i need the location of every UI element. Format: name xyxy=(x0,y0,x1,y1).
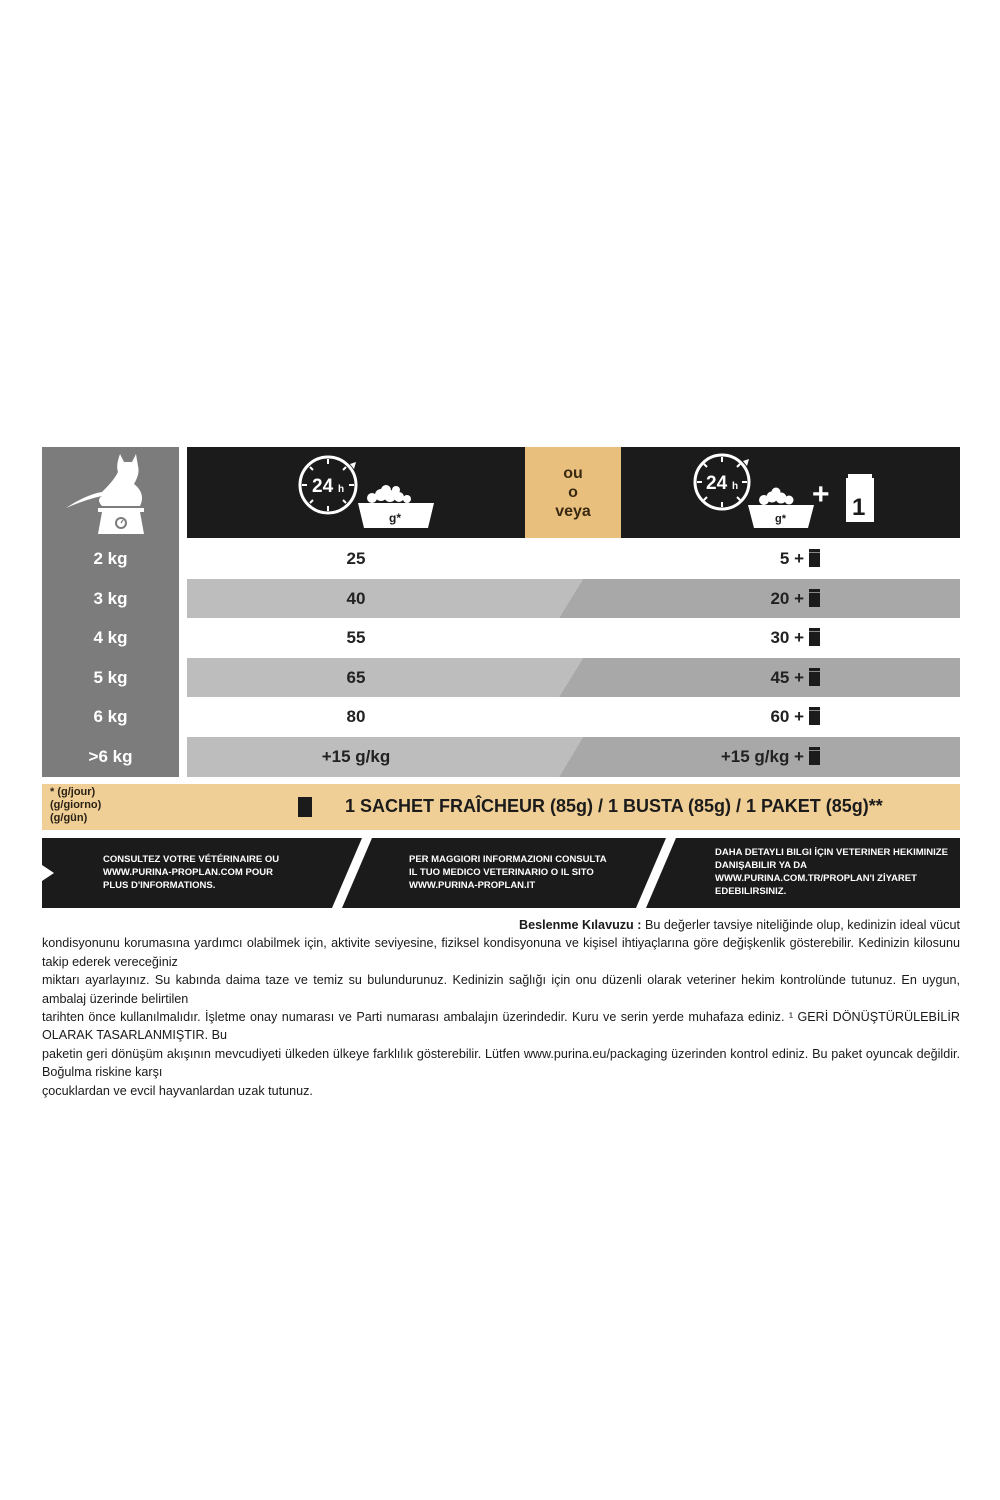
unit-footnote xyxy=(50,786,101,825)
advice-line: PLUS D'INFORMATIONS. xyxy=(103,880,216,891)
pouch-icon xyxy=(809,668,820,686)
mixed-amount: 20 + xyxy=(770,579,820,618)
weight-over-6kg: >6 kg xyxy=(88,747,133,766)
mixed-amount: 5 + xyxy=(780,539,820,578)
svg-text:g*: g* xyxy=(389,511,401,525)
dry-amount: 25 xyxy=(346,549,366,568)
pouch-icon xyxy=(298,797,312,817)
weight-4kg: 4 kg xyxy=(93,628,128,647)
svg-text:1: 1 xyxy=(852,494,866,521)
dry-amount: 55 xyxy=(346,628,366,647)
dry-amount: 40 xyxy=(346,589,366,608)
clock-and-bowl-icon xyxy=(292,452,442,534)
header-or-divider xyxy=(525,447,621,538)
paragraph-line: kondisyonunu korumasına yardımcı olabilmek için, aktivite seviyesine, fiziksel kondisyonuna ve kişisel ihtiyaçlarına göre değişkenlik gösterebilir. Kedinizin kilosunu takip ederek vereceğiniz xyxy=(42,936,960,969)
mixed-amount: 45 + xyxy=(770,658,820,697)
table-row xyxy=(187,737,960,776)
or-word-tr: veya xyxy=(555,503,591,520)
paragraph-line: çocuklardan ve evcil hayvanlardan uzak tutunuz. xyxy=(42,1083,313,1098)
paragraph-line: Bu değerler tavsiye niteliğinde olup, kedinizin ideal vücut xyxy=(644,918,960,932)
paragraph-line: tarihten önce kullanılmalıdır. İşletme onay numarası ve Parti numarası ambalajın üzerindedir. Kuru ve serin yerde muhafaza ediniz. ¹ GERİ DÖNÜŞTÜRÜLEBİLİR OLARAK TASARLANMIŞTIR. Bu xyxy=(42,1010,960,1043)
advice-line: PER MAGGIORI INFORMAZIONI CONSULTA xyxy=(409,854,607,865)
svg-text:+: + xyxy=(812,478,830,511)
dry-amount: +15 g/kg xyxy=(321,747,391,766)
clock-bowl-plus-pouch-icon xyxy=(690,452,890,534)
mixed-amount: +15 g/kg + xyxy=(721,737,820,776)
cat-on-scale-icon xyxy=(62,450,162,540)
weight-2kg: 2 kg xyxy=(93,549,128,568)
paragraph-line: miktarı ayarlayınız. Su kabında daima taze ve temiz su bulundurunuz. Kedinizin sağlığı için onu düzenli olarak veteriner hekim kontrolünde tutunuz. En uygun, ambalaj üzerinde belirtilen xyxy=(42,973,960,1006)
svg-text:24: 24 xyxy=(312,476,334,497)
table-row xyxy=(187,539,960,578)
mixed-amount: 60 + xyxy=(770,697,820,736)
pouch-icon xyxy=(809,628,820,646)
advice-line: WWW.PURINA.COM.TR/PROPLAN'I ZİYARET xyxy=(715,873,917,884)
pouch-size-text: 1 SACHET FRAÎCHEUR (85g) / 1 BUSTA (85g) / 1 PAKET (85g)** xyxy=(345,796,883,816)
advice-line: DANIŞABILIR YA DA xyxy=(715,860,808,871)
unit-it: (g/giorno) xyxy=(50,799,102,811)
svg-text:g*: g* xyxy=(775,513,786,525)
pouch-icon xyxy=(809,589,820,607)
advice-fr xyxy=(103,853,279,892)
dry-amount: 65 xyxy=(346,668,366,687)
advice-tr xyxy=(715,846,948,898)
weight-3kg: 3 kg xyxy=(93,589,128,608)
paragraph-first-line xyxy=(42,916,960,934)
table-row xyxy=(187,618,960,657)
or-word-fr: ou xyxy=(563,465,583,482)
svg-text:24: 24 xyxy=(706,473,728,494)
unit-fr: * (g/jour) xyxy=(50,786,96,798)
table-row xyxy=(187,579,960,618)
advice-line: WWW.PURINA-PROPLAN.COM POUR xyxy=(103,867,273,878)
svg-text:h: h xyxy=(338,484,345,495)
pouch-icon xyxy=(809,707,820,725)
unit-tr: (g/gün) xyxy=(50,812,88,824)
paragraph-lead: Beslenme Kılavuzu : xyxy=(518,918,642,932)
pouch-icon xyxy=(809,747,820,765)
paragraph-line: paketin geri dönüşüm akışının mevcudiyeti ülkeden ülkeye farklılık gösterebilir. Lütfen www.purina.eu/packaging üzerinden kontrol ediniz. Bu paket oyuncak değildir. Boğulma riskine karşı xyxy=(42,1046,960,1080)
advice-it xyxy=(409,853,607,892)
dry-amount: 80 xyxy=(346,707,366,726)
pouch-icon xyxy=(809,549,820,567)
advice-line: EDEBILIRSINIZ. xyxy=(715,886,787,897)
advice-line: WWW.PURINA-PROPLAN.IT xyxy=(409,880,536,891)
or-word-it: o xyxy=(568,484,578,501)
advice-line: IL TUO MEDICO VETERINARIO O IL SITO xyxy=(409,867,594,878)
svg-text:h: h xyxy=(732,481,739,492)
advice-line: CONSULTEZ VOTRE VÉTÉRINAIRE OU xyxy=(103,854,280,865)
feeding-guide-paragraph xyxy=(42,916,960,1100)
table-row xyxy=(187,658,960,697)
weight-6kg: 6 kg xyxy=(93,707,128,726)
advice-line: DAHA DETAYLI BILGI İÇIN VETERINER HEKIMINIZE xyxy=(715,847,948,858)
weight-5kg: 5 kg xyxy=(93,668,128,687)
table-row xyxy=(187,697,960,736)
mixed-amount: 30 + xyxy=(770,618,820,657)
